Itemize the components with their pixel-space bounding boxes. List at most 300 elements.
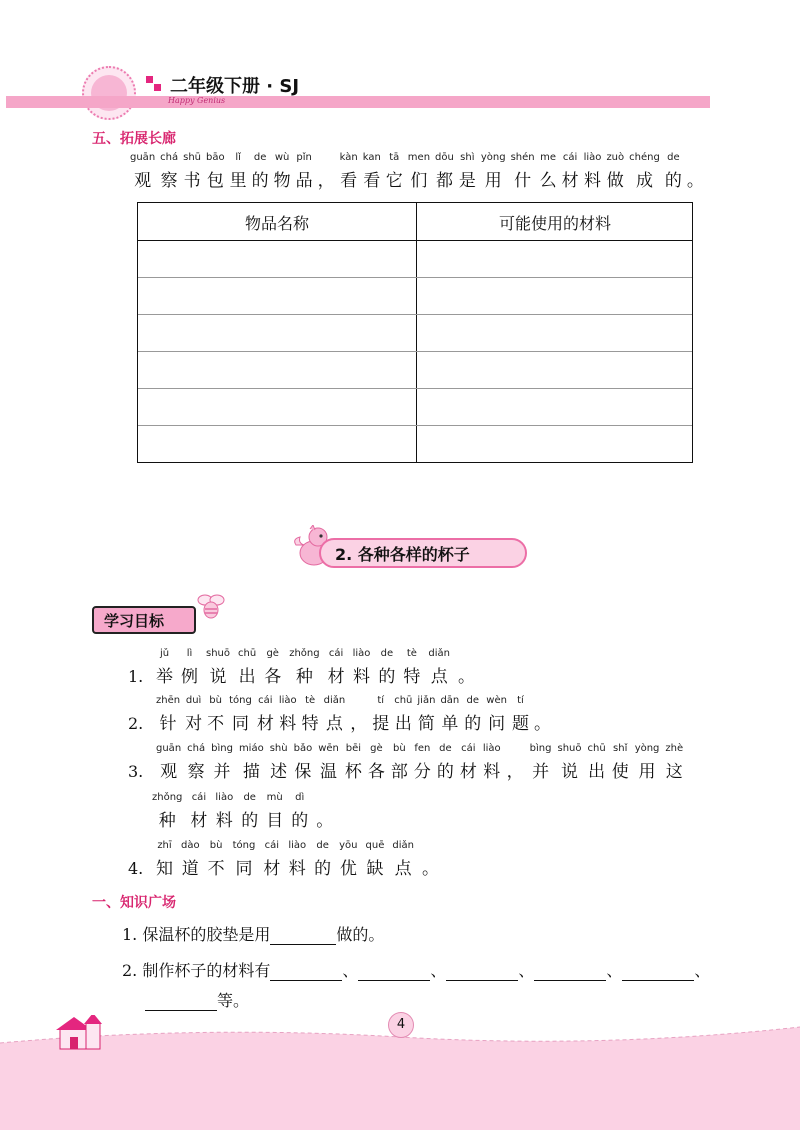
pinyin-char — [264, 648, 281, 688]
hanzi: 。 — [421, 859, 439, 879]
table-header-material: 可能使用的材料 — [498, 214, 611, 233]
pinyin: de — [243, 792, 256, 803]
pinyin: chū — [238, 648, 257, 659]
table-row — [138, 314, 692, 315]
pinyin: tè — [305, 695, 316, 706]
hanzi: 描 — [242, 762, 260, 782]
pinyin-char — [252, 152, 269, 192]
pinyin: cái — [562, 152, 578, 163]
hanzi: 察 — [160, 171, 178, 191]
hanzi: 材 — [190, 811, 208, 831]
pinyin: zuò — [606, 152, 625, 163]
pinyin-char — [190, 792, 207, 832]
hanzi: 。 — [458, 667, 475, 687]
hanzi: 品 — [295, 171, 313, 191]
pinyin: miáo — [238, 743, 264, 754]
pinyin-char — [460, 743, 477, 783]
pinyin-char — [481, 152, 506, 192]
pinyin: tí — [377, 695, 385, 706]
hanzi: 点 — [325, 714, 343, 734]
pinyin-char — [211, 743, 233, 783]
hanzi: 的 — [291, 811, 309, 831]
pinyin: wù — [274, 152, 290, 163]
pinyin-char — [350, 695, 367, 735]
separator: 、 — [342, 961, 359, 980]
hanzi: 什 — [514, 171, 532, 191]
pinyin-char — [238, 648, 256, 688]
hanzi: 观 — [134, 171, 152, 191]
pinyin: shū — [183, 152, 202, 163]
pinyin: cái — [258, 695, 273, 706]
pinyin-char — [588, 743, 606, 783]
hanzi: 料 — [353, 667, 370, 687]
goal-3 — [156, 743, 689, 783]
pinyin: shuō — [206, 648, 231, 659]
pinyin-char — [408, 152, 430, 192]
hanzi: 优 — [339, 859, 357, 879]
pinyin-char — [183, 152, 201, 192]
hanzi: 用 — [638, 762, 656, 782]
pinyin-char — [459, 152, 476, 192]
hanzi: 说 — [560, 762, 578, 782]
goal-1-number: 1. — [128, 667, 144, 686]
hanzi: 里 — [229, 171, 247, 191]
pinyin: tí — [517, 695, 524, 706]
goal-4 — [156, 840, 447, 880]
pinyin-char — [274, 152, 291, 192]
hanzi: 针 — [159, 714, 177, 734]
pinyin: de — [439, 743, 452, 754]
pinyin: chū — [587, 743, 606, 754]
pinyin-char — [386, 152, 403, 192]
pinyin: gè — [266, 648, 279, 659]
pinyin-char — [289, 648, 319, 688]
answer-blank[interactable] — [270, 926, 336, 945]
pinyin: guān — [156, 743, 182, 754]
header-square-icon — [154, 84, 161, 91]
hanzi: 种 — [158, 811, 176, 831]
table-row — [138, 277, 692, 278]
answer-blank[interactable] — [534, 962, 606, 981]
pinyin-char — [156, 840, 173, 880]
hanzi: 并 — [532, 762, 550, 782]
hanzi: 缺 — [366, 859, 384, 879]
pinyin: zhēn — [156, 695, 181, 706]
pinyin-char — [291, 792, 308, 832]
pinyin: jǔ — [159, 648, 170, 659]
pinyin: bǎo — [293, 743, 313, 754]
hanzi: 特 — [403, 667, 421, 687]
pinyin: jiǎn — [417, 695, 436, 706]
pinyin-char — [318, 152, 335, 192]
hanzi: 料 — [584, 171, 602, 191]
pinyin: bìng — [529, 743, 552, 754]
hanzi: 观 — [160, 762, 178, 782]
pinyin: lì — [186, 648, 193, 659]
goal-2-number: 2. — [128, 714, 144, 733]
hanzi: 用 — [484, 171, 502, 191]
pinyin: lǐ — [235, 152, 241, 163]
hanzi: 物 — [273, 171, 291, 191]
hanzi: 材 — [263, 859, 281, 879]
hanzi: 的 — [664, 171, 682, 191]
pinyin-char — [353, 648, 371, 688]
hanzi: 成 — [636, 171, 653, 191]
pinyin: wèn — [486, 695, 507, 706]
pinyin-char — [302, 695, 319, 735]
pinyin: fen — [414, 743, 431, 754]
pinyin-char — [512, 695, 529, 735]
hanzi: 目 — [266, 811, 284, 831]
pinyin-char — [270, 743, 288, 783]
hanzi: 这 — [665, 762, 683, 782]
hanzi: 书 — [183, 171, 201, 191]
pinyin: yòng — [634, 743, 660, 754]
hanzi: 保 — [294, 762, 312, 782]
pinyin-char — [229, 695, 252, 735]
pinyin-char — [363, 152, 381, 192]
hanzi: 单 — [441, 714, 459, 734]
hanzi: 出 — [588, 762, 606, 782]
pinyin-char — [366, 840, 385, 880]
hanzi: 看 — [363, 171, 381, 191]
hanzi: 它 — [385, 171, 403, 191]
hanzi: 。 — [686, 171, 704, 191]
goal-2 — [156, 695, 556, 735]
pinyin-char — [324, 695, 346, 735]
pinyin: liào — [583, 152, 602, 163]
hanzi: 温 — [320, 762, 338, 782]
pinyin-char — [263, 840, 280, 880]
pinyin-char — [635, 743, 660, 783]
pinyin: liào — [482, 743, 501, 754]
pinyin: me — [540, 152, 557, 163]
header-square-icon — [146, 76, 153, 83]
pinyin: dì — [295, 792, 305, 803]
pinyin-char — [530, 743, 552, 783]
pinyin-char — [296, 152, 313, 192]
pinyin: yòng — [480, 152, 506, 163]
hanzi: 料 — [483, 762, 501, 782]
pinyin: pǐn — [296, 152, 312, 163]
pinyin-char — [314, 840, 331, 880]
hanzi: 述 — [270, 762, 288, 782]
hanzi: 简 — [417, 714, 435, 734]
hanzi: 的 — [436, 762, 454, 782]
pinyin: cái — [461, 743, 476, 754]
pinyin-char — [440, 695, 459, 735]
pinyin-char — [241, 792, 258, 832]
pinyin: dōu — [435, 152, 454, 163]
pinyin-char — [328, 648, 345, 688]
pinyin-char — [185, 695, 202, 735]
pinyin: wēn — [318, 743, 339, 754]
separator: 、 — [606, 961, 623, 980]
question-2-continued — [145, 988, 249, 1011]
pinyin-char — [428, 648, 450, 688]
question-1-text: 1. 保温杯的胶垫是用 — [122, 925, 271, 944]
pinyin-char — [266, 792, 283, 832]
hanzi: 是 — [458, 171, 476, 191]
pinyin-char — [339, 840, 357, 880]
pinyin: chá — [160, 152, 179, 163]
pinyin: bāo — [206, 152, 225, 163]
hanzi: 的 — [314, 859, 332, 879]
pinyin-char — [414, 743, 431, 783]
pinyin-char — [294, 743, 313, 783]
pinyin: shǐ — [613, 743, 628, 754]
pinyin: kan — [362, 152, 381, 163]
hanzi: 问 — [488, 714, 506, 734]
hanzi: 题 — [511, 714, 529, 734]
instruction-sentence — [130, 152, 709, 192]
hanzi: 的 — [378, 667, 396, 687]
pinyin: cái — [191, 792, 207, 803]
pinyin-char — [584, 152, 602, 192]
pinyin: chū — [394, 695, 413, 706]
pinyin-char — [437, 743, 454, 783]
table-divider — [416, 203, 417, 462]
hanzi: 点 — [394, 859, 412, 879]
pinyin-char — [181, 648, 198, 688]
pinyin-char — [534, 695, 551, 735]
pinyin: quē — [365, 840, 385, 851]
pinyin-char — [160, 152, 178, 192]
goal-3-continued — [152, 792, 341, 832]
hanzi: 分 — [413, 762, 431, 782]
pinyin: zhè — [665, 743, 684, 754]
pinyin-char — [606, 152, 624, 192]
pinyin: yōu — [339, 840, 358, 851]
hanzi: 材 — [459, 762, 477, 782]
hanzi: 说 — [209, 667, 227, 687]
hanzi: 的 — [241, 811, 259, 831]
hanzi: 点 — [430, 667, 448, 687]
pinyin: bù — [209, 840, 223, 851]
hanzi: 材 — [561, 171, 579, 191]
pinyin-char — [239, 743, 264, 783]
bee-icon — [196, 592, 226, 620]
pinyin-char — [208, 840, 225, 880]
hanzi: 提 — [372, 714, 390, 734]
question-2-text: 2. 制作杯子的材料有 — [122, 961, 271, 980]
pinyin-char — [187, 743, 205, 783]
hanzi: 种 — [295, 667, 313, 687]
answer-blank[interactable] — [270, 962, 342, 981]
pinyin: bēi — [345, 743, 361, 754]
pinyin: cái — [328, 648, 344, 659]
pinyin-char — [422, 840, 439, 880]
hanzi: 举 — [156, 667, 173, 687]
pinyin: chéng — [629, 152, 660, 163]
section-heading-extension: 五、拓展长廊 — [92, 131, 176, 147]
answer-blank[interactable] — [145, 992, 217, 1011]
hanzi: 么 — [539, 171, 557, 191]
hanzi: 对 — [185, 714, 203, 734]
pinyin-char — [540, 152, 557, 192]
pinyin: bù — [393, 743, 406, 754]
answer-blank[interactable] — [622, 962, 694, 981]
goal-4-number: 4. — [128, 859, 144, 878]
hanzi: 材 — [256, 714, 274, 734]
hanzi: 都 — [435, 171, 453, 191]
pinyin-char — [665, 152, 682, 192]
pinyin-char — [152, 792, 182, 832]
pinyin-char — [392, 840, 414, 880]
table-row — [138, 425, 692, 426]
hanzi: 并 — [213, 762, 231, 782]
pinyin-char — [557, 743, 581, 783]
pinyin: de — [466, 695, 480, 706]
pinyin: liào — [278, 695, 297, 706]
hanzi: 料 — [279, 714, 297, 734]
pinyin: tā — [389, 152, 400, 163]
separator: 、 — [694, 961, 711, 980]
pinyin: diǎn — [428, 648, 450, 659]
page-number: 4 — [388, 1012, 414, 1038]
hanzi: 杯 — [344, 762, 362, 782]
goal-1 — [156, 648, 483, 688]
table-row — [138, 240, 692, 241]
table-row — [138, 388, 692, 389]
answer-blank[interactable] — [358, 962, 430, 981]
pinyin-char — [156, 743, 181, 783]
brand-subtitle: Happy Genius — [168, 96, 226, 105]
pinyin: kàn — [339, 152, 358, 163]
separator: 、 — [518, 961, 535, 980]
table-header-item-name: 物品名称 — [244, 214, 309, 233]
hanzi: ， — [317, 171, 335, 191]
pinyin-char — [368, 743, 385, 783]
hanzi: 们 — [410, 171, 428, 191]
hanzi: 的 — [464, 714, 482, 734]
pinyin-char — [394, 695, 412, 735]
hanzi: 做 — [606, 171, 624, 191]
learning-goals-label: 学习目标 — [104, 612, 165, 630]
pinyin-char — [156, 648, 173, 688]
question-2 — [122, 958, 710, 981]
pinyin-char — [207, 695, 224, 735]
pinyin: liào — [215, 792, 234, 803]
pinyin-char — [181, 840, 200, 880]
pinyin-char — [340, 152, 358, 192]
pinyin-char — [345, 743, 362, 783]
brand-logo — [82, 66, 136, 120]
pinyin-char — [458, 648, 475, 688]
pinyin: tè — [406, 648, 417, 659]
pinyin-char — [288, 840, 306, 880]
pinyin: zhǒng — [289, 648, 320, 659]
hanzi: 道 — [181, 859, 199, 879]
answer-blank[interactable] — [446, 962, 518, 981]
pinyin-char — [215, 792, 233, 832]
pinyin: bù — [209, 695, 222, 706]
house-icon — [56, 1015, 102, 1049]
table-row — [138, 351, 692, 352]
hanzi: 材 — [327, 667, 345, 687]
pinyin-char — [391, 743, 408, 783]
hanzi: 看 — [340, 171, 358, 191]
pinyin-char — [257, 695, 274, 735]
hanzi: 各 — [264, 667, 282, 687]
question-1 — [122, 922, 384, 945]
hanzi: 使 — [611, 762, 629, 782]
hanzi: 各 — [367, 762, 385, 782]
pinyin-char — [233, 840, 256, 880]
pinyin-char — [435, 152, 454, 192]
pinyin: shuō — [557, 743, 582, 754]
pinyin-char — [687, 152, 704, 192]
pinyin-char — [562, 152, 579, 192]
pinyin-char — [206, 648, 230, 688]
pinyin-char — [318, 743, 339, 783]
goal-3-number: 3. — [128, 762, 144, 781]
pinyin: men — [407, 152, 431, 163]
pinyin-char — [156, 695, 180, 735]
pinyin-char — [417, 695, 435, 735]
hanzi: 出 — [238, 667, 256, 687]
hanzi: 。 — [316, 811, 334, 831]
pinyin: gè — [370, 743, 383, 754]
pinyin: tóng — [232, 840, 256, 851]
pinyin: de — [380, 648, 394, 659]
pinyin: zhǒng — [152, 792, 183, 803]
pinyin: de — [253, 152, 267, 163]
pinyin-char — [507, 743, 524, 783]
pinyin: liào — [288, 840, 307, 851]
pinyin: de — [667, 152, 680, 163]
pinyin: diǎn — [392, 840, 414, 851]
book-title: 二年级下册 · SJ — [170, 76, 300, 97]
pinyin: liào — [352, 648, 371, 659]
hanzi: 察 — [187, 762, 205, 782]
hanzi: 同 — [235, 859, 253, 879]
pinyin: shén — [510, 152, 535, 163]
pinyin: zhī — [157, 840, 172, 851]
pinyin: shì — [460, 152, 475, 163]
pinyin: cái — [264, 840, 280, 851]
pinyin-char — [629, 152, 660, 192]
pinyin-char — [230, 152, 247, 192]
pinyin-char — [665, 743, 683, 783]
hanzi: 部 — [390, 762, 408, 782]
pinyin-char — [486, 695, 507, 735]
pinyin-char — [130, 152, 155, 192]
hanzi: 不 — [207, 859, 225, 879]
section-heading-knowledge: 一、知识广场 — [92, 895, 176, 911]
pinyin-char — [316, 792, 333, 832]
hanzi: 料 — [288, 859, 306, 879]
header-bar — [6, 96, 710, 108]
pinyin-char — [206, 152, 225, 192]
pinyin-char — [372, 695, 389, 735]
hanzi: 包 — [206, 171, 224, 191]
pinyin: mù — [266, 792, 283, 803]
pinyin: tóng — [229, 695, 252, 706]
items-table — [137, 202, 693, 463]
pinyin: duì — [185, 695, 202, 706]
hanzi: 料 — [215, 811, 233, 831]
hanzi: 不 — [207, 714, 225, 734]
hanzi: 同 — [231, 714, 249, 734]
pinyin: dān — [440, 695, 460, 706]
hanzi: 的 — [251, 171, 269, 191]
pinyin-char — [483, 743, 501, 783]
hanzi: 。 — [533, 714, 551, 734]
question-2-suffix: 等。 — [217, 991, 250, 1010]
hanzi: ， — [350, 714, 368, 734]
pinyin: dào — [181, 840, 200, 851]
